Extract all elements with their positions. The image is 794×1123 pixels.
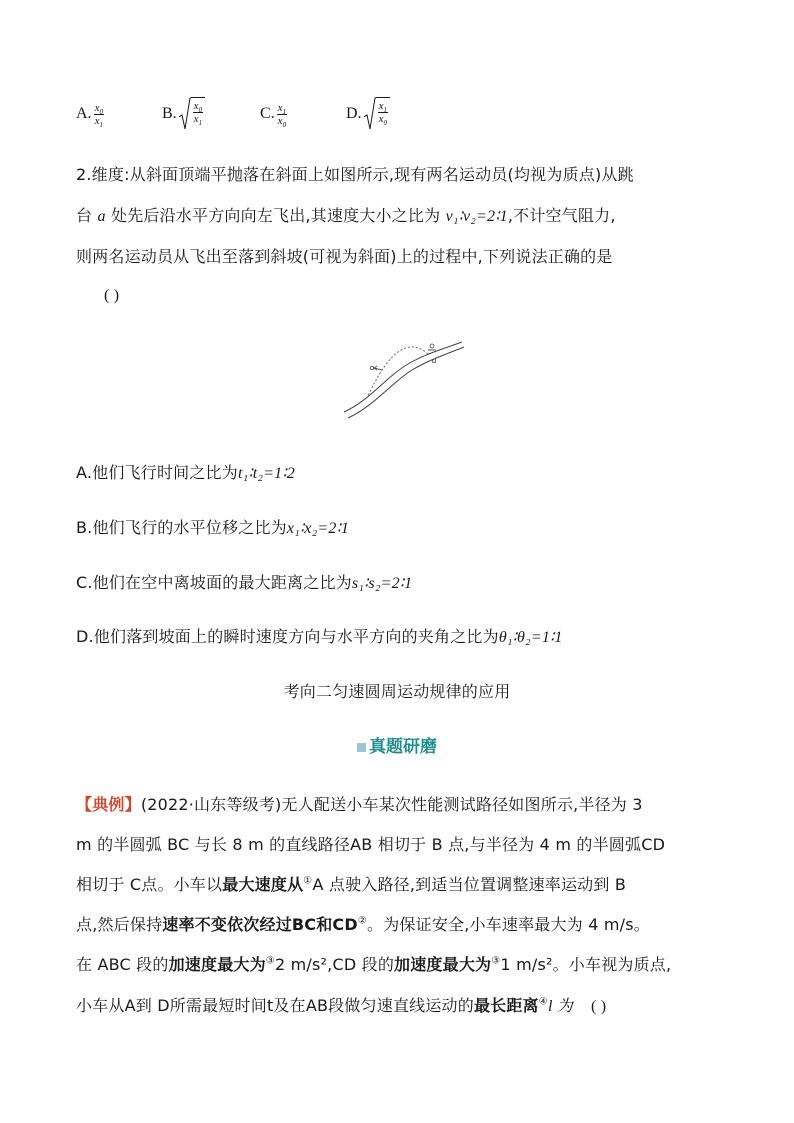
option-a[interactable]	[76, 102, 162, 127]
q2-line-2: 台 a 处先后沿水平方向向左飞出,其速度大小之比为 v₁∶v₂=2∶1,不计空气阻力,	[76, 206, 616, 225]
point-a-label: a	[432, 355, 437, 365]
option-d-sqrt	[364, 97, 390, 131]
slope-figure	[340, 330, 470, 422]
options-row	[76, 94, 390, 134]
q2-line-3: 则两名运动员从飞出至落到斜坡(可视为斜面)上的过程中,下列说法正确的是	[76, 247, 613, 266]
option-a-label: A.	[76, 105, 92, 122]
example-tag: 【典例】	[76, 795, 141, 814]
choice-c[interactable]: C.他们在空中离坡面的最大距离之比为s₁∶s₂=2∶1	[76, 573, 413, 592]
example-line-5: 在 ABC 段的加速度最大为③2 m/s²,CD 段的加速度最大为③1 m/s²。小车视为质点,	[76, 955, 672, 974]
option-d-fraction: $\frac{x_1}{x_0}$	[378, 100, 387, 128]
example-line-3: 相切于 C点。小车以最大速度从①A 点驶入路径,到适当位置调整速率运动到 B	[76, 875, 627, 894]
example-line-6: 小车从A到 D所需最短时间t及在AB段做匀速直线运动的最长距离④l 为 ( )	[76, 996, 607, 1015]
subheading: 真题研磨	[0, 732, 794, 757]
example-line-2: m 的半圆弧 BC 与长 8 m 的直线路径AB 相切于 B 点,与半径为 4 m 的半圆弧CD	[76, 835, 666, 854]
option-d-label: D.	[346, 105, 362, 122]
section-title: 考向二匀速圆周运动规律的应用	[283, 682, 511, 701]
skier-top	[430, 344, 434, 348]
choice-a[interactable]: A.他们飞行时间之比为t₁∶t₂=1∶2	[76, 463, 295, 482]
skier-mark	[370, 366, 373, 369]
slope-lower-line	[348, 347, 464, 418]
option-b-fraction: $\frac{x_0}{x_1}$	[193, 100, 203, 128]
q2-answer-bracket: ( )	[104, 287, 120, 304]
example-line-1: 【典例】(2022·山东等级考)无人配送小车某次性能测试路径如图所示,半径为 3	[76, 795, 643, 814]
option-b-sqrt	[179, 97, 205, 131]
speed-ratio: v₁∶v₂=2∶1	[445, 208, 508, 225]
option-d[interactable]	[346, 97, 390, 131]
option-b[interactable]	[162, 97, 260, 131]
example-answer-bracket: ( )	[590, 998, 607, 1015]
option-c[interactable]	[260, 102, 346, 127]
option-c-label: C.	[260, 105, 275, 122]
choice-d[interactable]: D.他们落到坡面上的瞬时速度方向与水平方向的夹角之比为θ₁∶θ₂=1∶1	[76, 627, 563, 646]
option-c-fraction: $\frac{x_1}{x_0}$	[277, 101, 287, 129]
q2-line-1: 2.维度:从斜面顶端平抛落在斜面上如图所示,现有两名运动员(均视为质点)从跳	[76, 165, 634, 184]
option-a-fraction: $\frac{x_0}{x_1}$	[94, 101, 103, 129]
choice-b[interactable]: B.他们飞行的水平位移之比为x₁∶x₂=2∶1	[76, 518, 350, 537]
option-b-label: B.	[162, 105, 177, 122]
example-line-4: 点,然后保持速率不变依次经过BC和CD②。为保证安全,小车速率最大为 4 m/s。	[76, 915, 650, 934]
square-bullet-icon	[357, 743, 366, 752]
